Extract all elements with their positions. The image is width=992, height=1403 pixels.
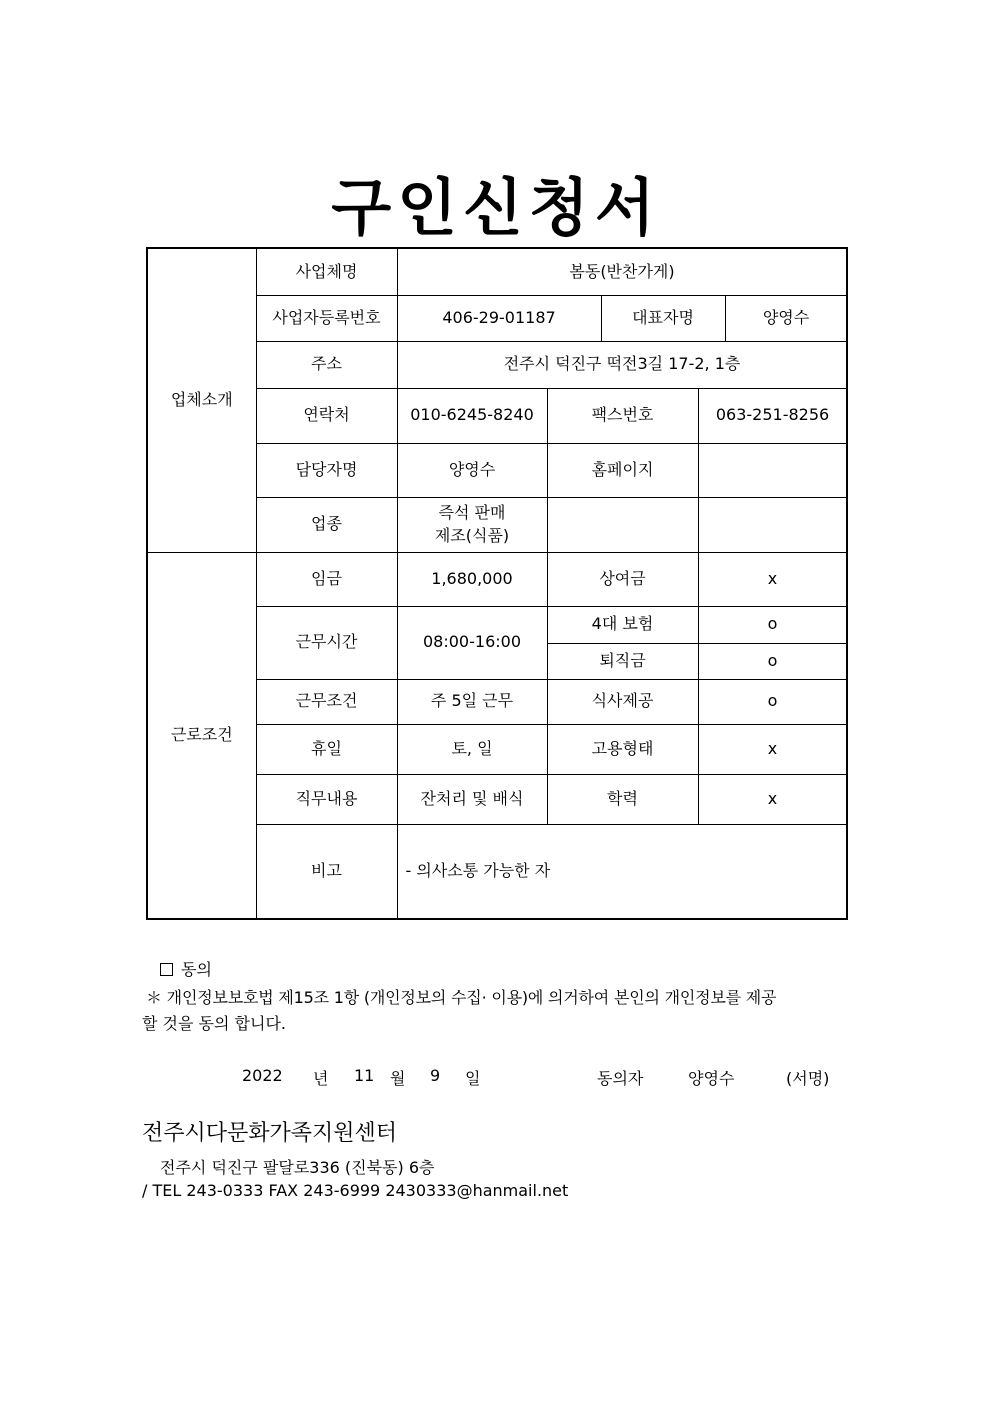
value-work-condition: 주 5일 근무	[397, 679, 547, 724]
signer-name: 양영수	[688, 1069, 735, 1088]
label-work-condition: 근무조건	[256, 679, 397, 724]
date-year-unit: 년	[313, 1069, 329, 1088]
value-holiday: 토, 일	[397, 724, 547, 774]
value-business-name: 봄동(반찬가게)	[397, 248, 847, 295]
label-homepage: 홈페이지	[547, 443, 698, 497]
label-phone: 연락처	[256, 388, 397, 443]
consent-agree-label: 동의	[181, 960, 212, 979]
label-business-name: 사업체명	[256, 248, 397, 295]
section-company: 업체소개	[147, 248, 256, 552]
value-work-hours: 08:00-16:00	[397, 606, 547, 679]
label-address: 주소	[256, 341, 397, 388]
consent-text-line-2: 할 것을 동의 합니다.	[142, 1014, 286, 1033]
value-meal: o	[698, 679, 847, 724]
label-severance: 퇴직금	[547, 643, 698, 679]
industry-line-1: 즉석 판매	[438, 503, 506, 523]
label-registration-number: 사업자등록번호	[256, 295, 397, 341]
label-remarks: 비고	[256, 824, 397, 919]
label-insurance: 4대 보험	[547, 606, 698, 643]
label-holiday: 휴일	[256, 724, 397, 774]
label-duty: 직무내용	[256, 774, 397, 824]
value-bonus: x	[698, 552, 847, 606]
consent-text-line-1: ＊ 개인정보보호법 제15조 1항 (개인정보의 수집· 이용)에 의거하여 본인의 개인정보를 제공	[146, 988, 777, 1007]
industry-line-2: 제조(식품)	[434, 525, 510, 545]
section-conditions: 근로조건	[147, 552, 256, 919]
consent-agree[interactable]	[160, 957, 212, 983]
value-phone: 010-6245-8240	[397, 388, 547, 443]
consent-checkbox[interactable]	[160, 963, 173, 976]
label-work-hours: 근무시간	[256, 606, 397, 679]
value-severance: o	[698, 643, 847, 679]
value-address: 전주시 덕진구 떡전3길 17-2, 1층	[397, 341, 847, 388]
label-meal: 식사제공	[547, 679, 698, 724]
center-name: 전주시다문화가족지원센터	[142, 1121, 398, 1146]
label-education: 학력	[547, 774, 698, 824]
value-homepage	[698, 443, 847, 497]
label-bonus: 상여금	[547, 552, 698, 606]
date-month: 11	[354, 1066, 375, 1085]
date-year: 2022	[242, 1066, 283, 1085]
value-wage: 1,680,000	[397, 552, 547, 606]
label-fax: 팩스번호	[547, 388, 698, 443]
date-day-unit: 일	[465, 1069, 481, 1088]
signature-field: (서명)	[786, 1069, 830, 1088]
label-manager: 담당자명	[256, 443, 397, 497]
center-address: 전주시 덕진구 팔달로336 (진북동) 6층	[160, 1158, 435, 1177]
date-day: 9	[430, 1066, 441, 1085]
value-representative: 양영수	[725, 295, 847, 341]
empty-cell	[547, 497, 698, 552]
value-manager: 양영수	[397, 443, 547, 497]
value-remarks: - 의사소통 가능한 자	[397, 824, 847, 919]
label-employment-type: 고용형태	[547, 724, 698, 774]
label-industry: 업종	[256, 497, 397, 552]
signer-label: 동의자	[597, 1069, 644, 1088]
value-fax: 063-251-8256	[698, 388, 847, 443]
empty-cell	[698, 497, 847, 552]
label-representative: 대표자명	[601, 295, 725, 341]
page-title: 구인신청서	[331, 171, 661, 244]
value-industry	[397, 497, 547, 552]
value-education: x	[698, 774, 847, 824]
value-registration-number: 406-29-01187	[397, 295, 601, 341]
date-month-unit: 월	[390, 1069, 406, 1088]
value-duty: 잔처리 및 배식	[397, 774, 547, 824]
label-wage: 임금	[256, 552, 397, 606]
application-table	[146, 247, 848, 920]
value-insurance: o	[698, 606, 847, 643]
value-employment-type: x	[698, 724, 847, 774]
center-contact: / TEL 243-0333 FAX 243-6999 2430333@hanmail.net	[142, 1181, 569, 1200]
